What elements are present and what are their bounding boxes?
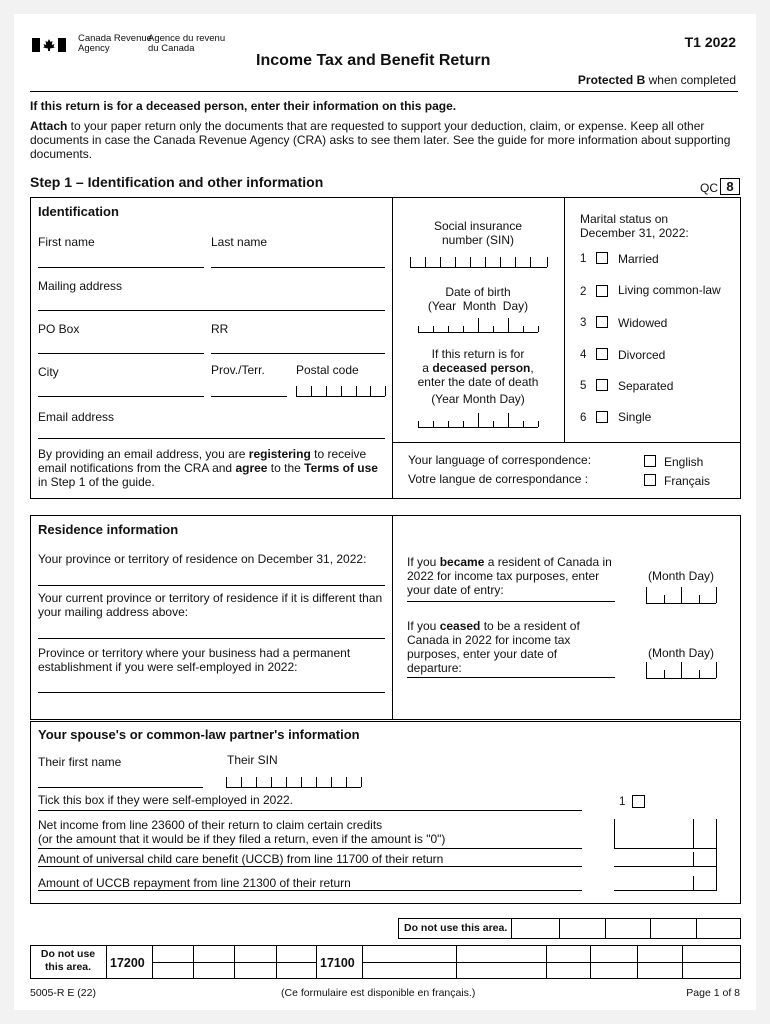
- dob-label: Date of birth (Year Month Day): [427, 285, 529, 313]
- married-checkbox[interactable]: [596, 252, 608, 264]
- po-box-label: PO Box: [38, 322, 80, 336]
- departure-month-day-label: (Month Day): [648, 646, 715, 660]
- spouse-uccb-repay-field[interactable]: [614, 890, 716, 891]
- common-law-checkbox[interactable]: [596, 285, 608, 297]
- postal-code-label: Postal code: [296, 363, 359, 377]
- mailing-address-field[interactable]: [38, 310, 385, 311]
- email-field[interactable]: [38, 438, 385, 439]
- residence-q2: Your current province or territory of residence if it is different than your mailing address above:: [38, 591, 383, 619]
- do-not-use-short-label: Do not use this area.: [40, 948, 96, 973]
- spouse-net-income-text: Net income from line 23600 of their return to claim certain credits (or the amount that it would be if they filed a return, even if the amount is "0"): [38, 818, 446, 846]
- became-resident-text: If you became a resident of Canada in 2022 for income tax purposes, enter your date of entry:: [407, 555, 612, 597]
- language-label-fr: Votre langue de correspondance :: [408, 472, 589, 486]
- single-checkbox[interactable]: [596, 411, 608, 423]
- rr-label: RR: [211, 322, 229, 336]
- separated-checkbox[interactable]: [596, 379, 608, 391]
- ceased-resident-text: If you ceased to be a resident of Canada in 2022 for income tax purposes, enter your date of departure:: [407, 619, 580, 675]
- prov-code-box: 8: [720, 178, 740, 195]
- spouse-self-employed-text: Tick this box if they were self-employed in 2022.: [38, 793, 294, 807]
- form-page: Canada Revenue Agency Agence du revenu du Canada T1 2022 Income Tax and Benefit Return Protected B when completed If this return is for a deceased person, enter their information on this page. Attach to your paper return only the documents that are requested to support your deduction, claim, or expense. Keep all other documents in case the Canada Revenue Agency (CRA) asks to see them later. See the guide for more information about supporting documents. Step 1 – Identification and other information QC 8 Identification First name Last name Mailing address PO Box RR City Prov./Terr. Postal code Email address By providing an email address, you are registering to receive email notifications from the CRA and agree to the Terms of use in Step 1 of the guide. Social insurance number (SIN) Date of birth (Year Month Day) If this return is for a deceased person, enter the date of death (Year Month Day) Marital status on December 31, 2022: 1 Married 2 Living common-law 3 Widowed 4 Divorced 5 Separated 6 Single Your language of correspondence: Votre langue de correspondance : English Français Residence information Your province or territory of residence on December 31, 2022: Your current province or territory of residence if it is different than your mailing address above: Province or territory where your business had a permanent establishment if you were self-employed in 2022: If you became a resident of Canada in 2022 for income tax purposes, enter your date of entry: (Month Day) If you ceased to be a resident of Canada in 2022 for income tax purposes, enter your date of departure: (Month Day) Your spouse's or common-law partner's information Their first name Their SIN Tick this box if they were self-employed in 2022. 1 Net income from line 23600 of their return to claim certain credits (or the amount that it would be if they filed a return, even if the amount is "0") Amount of universal child care benefit (UCCB) from line 11700 of their return Amount of UCCB repayment from line 21300 of their return Do not use this area. Do not use this area. 17200 17100 5005-R E (22) (Ce formulaire est disponible en français.) Page 1 of 8: [14, 14, 756, 1010]
- spouse-heading: Your spouse's or common-law partner's information: [38, 727, 360, 742]
- sin-label: Social insurance number (SIN): [433, 219, 523, 247]
- first-name-label: First name: [38, 235, 95, 249]
- residence-province-field[interactable]: [38, 585, 385, 586]
- english-checkbox[interactable]: [644, 455, 656, 467]
- last-name-field[interactable]: [211, 267, 385, 268]
- po-box-field[interactable]: [38, 353, 204, 354]
- spouse-uccb-field[interactable]: [614, 866, 716, 867]
- form-code: 5005-R E (22): [30, 987, 96, 999]
- spouse-first-name-label: Their first name: [38, 755, 122, 769]
- city-label: City: [38, 365, 59, 379]
- email-label: Email address: [38, 410, 115, 424]
- departure-date-field[interactable]: [646, 678, 716, 679]
- french-availability-note: (Ce formulaire est disponible en français.): [281, 987, 476, 999]
- spouse-uccb-repay-text: Amount of UCCB repayment from line 21300 of their return: [38, 876, 351, 890]
- entry-month-day-label: (Month Day): [648, 569, 715, 583]
- current-province-field[interactable]: [38, 638, 385, 639]
- postal-code-field[interactable]: [296, 396, 385, 397]
- death-date-label: If this return is for a deceased person, enter the date of death (Year Month Day): [417, 347, 539, 406]
- spouse-self-employed-checkbox[interactable]: [632, 795, 645, 808]
- last-name-label: Last name: [211, 235, 268, 249]
- francais-label: Français: [664, 474, 711, 488]
- agency-name-fr: Agence du revenu du Canada: [148, 33, 226, 54]
- deceased-note: If this return is for a deceased person, enter their information on this page.: [30, 99, 457, 113]
- prov-terr-label: Prov./Terr.: [211, 363, 265, 377]
- residence-q1: Your province or territory of residence on December 31, 2022:: [38, 552, 367, 566]
- widowed-checkbox[interactable]: [596, 316, 608, 328]
- code-17200: 17200: [110, 956, 145, 970]
- residence-q3: Province or territory where your business had a permanent establishment if you were self-employed in 2022:: [38, 646, 351, 674]
- email-note: By providing an email address, you are registering to receive email notifications from the CRA and agree to the Terms of use in Step 1 of the guide.: [38, 447, 378, 489]
- spouse-net-income-field[interactable]: [614, 848, 716, 849]
- agency-name-en: Canada Revenue Agency: [78, 33, 152, 54]
- prov-terr-field[interactable]: [211, 396, 287, 397]
- rr-field[interactable]: [211, 353, 385, 354]
- marital-status-title: Marital status on December 31, 2022:: [580, 212, 689, 240]
- mailing-address-label: Mailing address: [38, 279, 123, 293]
- code-17100: 17100: [320, 956, 355, 970]
- death-date-field[interactable]: [418, 427, 538, 428]
- language-label-en: Your language of correspondence:: [408, 453, 592, 467]
- residence-heading: Residence information: [38, 522, 179, 537]
- entry-date-field[interactable]: [646, 603, 716, 604]
- dob-field[interactable]: [418, 332, 538, 333]
- do-not-use-area-label: Do not use this area.: [404, 922, 508, 934]
- page-number: Page 1 of 8: [686, 987, 740, 999]
- prov-code: QC: [700, 181, 718, 195]
- canada-flag-logo: [32, 38, 66, 52]
- spouse-sin-field[interactable]: [226, 787, 361, 788]
- form-id: T1 2022: [684, 34, 736, 50]
- step1-title: Step 1 – Identification and other information: [30, 174, 324, 190]
- english-label: English: [664, 455, 704, 469]
- header-rule: [30, 91, 738, 92]
- francais-checkbox[interactable]: [644, 474, 656, 486]
- spouse-first-name-field[interactable]: [38, 787, 203, 788]
- business-province-field[interactable]: [38, 692, 385, 693]
- protected-b-label: Protected B when completed: [577, 73, 736, 87]
- spouse-sin-label: Their SIN: [227, 753, 278, 767]
- first-name-field[interactable]: [38, 267, 204, 268]
- spouse-uccb-text: Amount of universal child care benefit (UCCB) from line 11700 of their return: [38, 852, 444, 866]
- attach-note: Attach to your paper return only the documents that are requested to support your deduction, claim, or expense. Keep all other documents in case the Canada Revenue Agency (CRA) asks to see them later. See the guide for more information about supporting documents.: [30, 119, 731, 161]
- divorced-checkbox[interactable]: [596, 348, 608, 360]
- page-title: Income Tax and Benefit Return: [256, 52, 491, 69]
- city-field[interactable]: [38, 396, 204, 397]
- identification-heading: Identification: [38, 204, 119, 219]
- sin-field[interactable]: [410, 267, 547, 268]
